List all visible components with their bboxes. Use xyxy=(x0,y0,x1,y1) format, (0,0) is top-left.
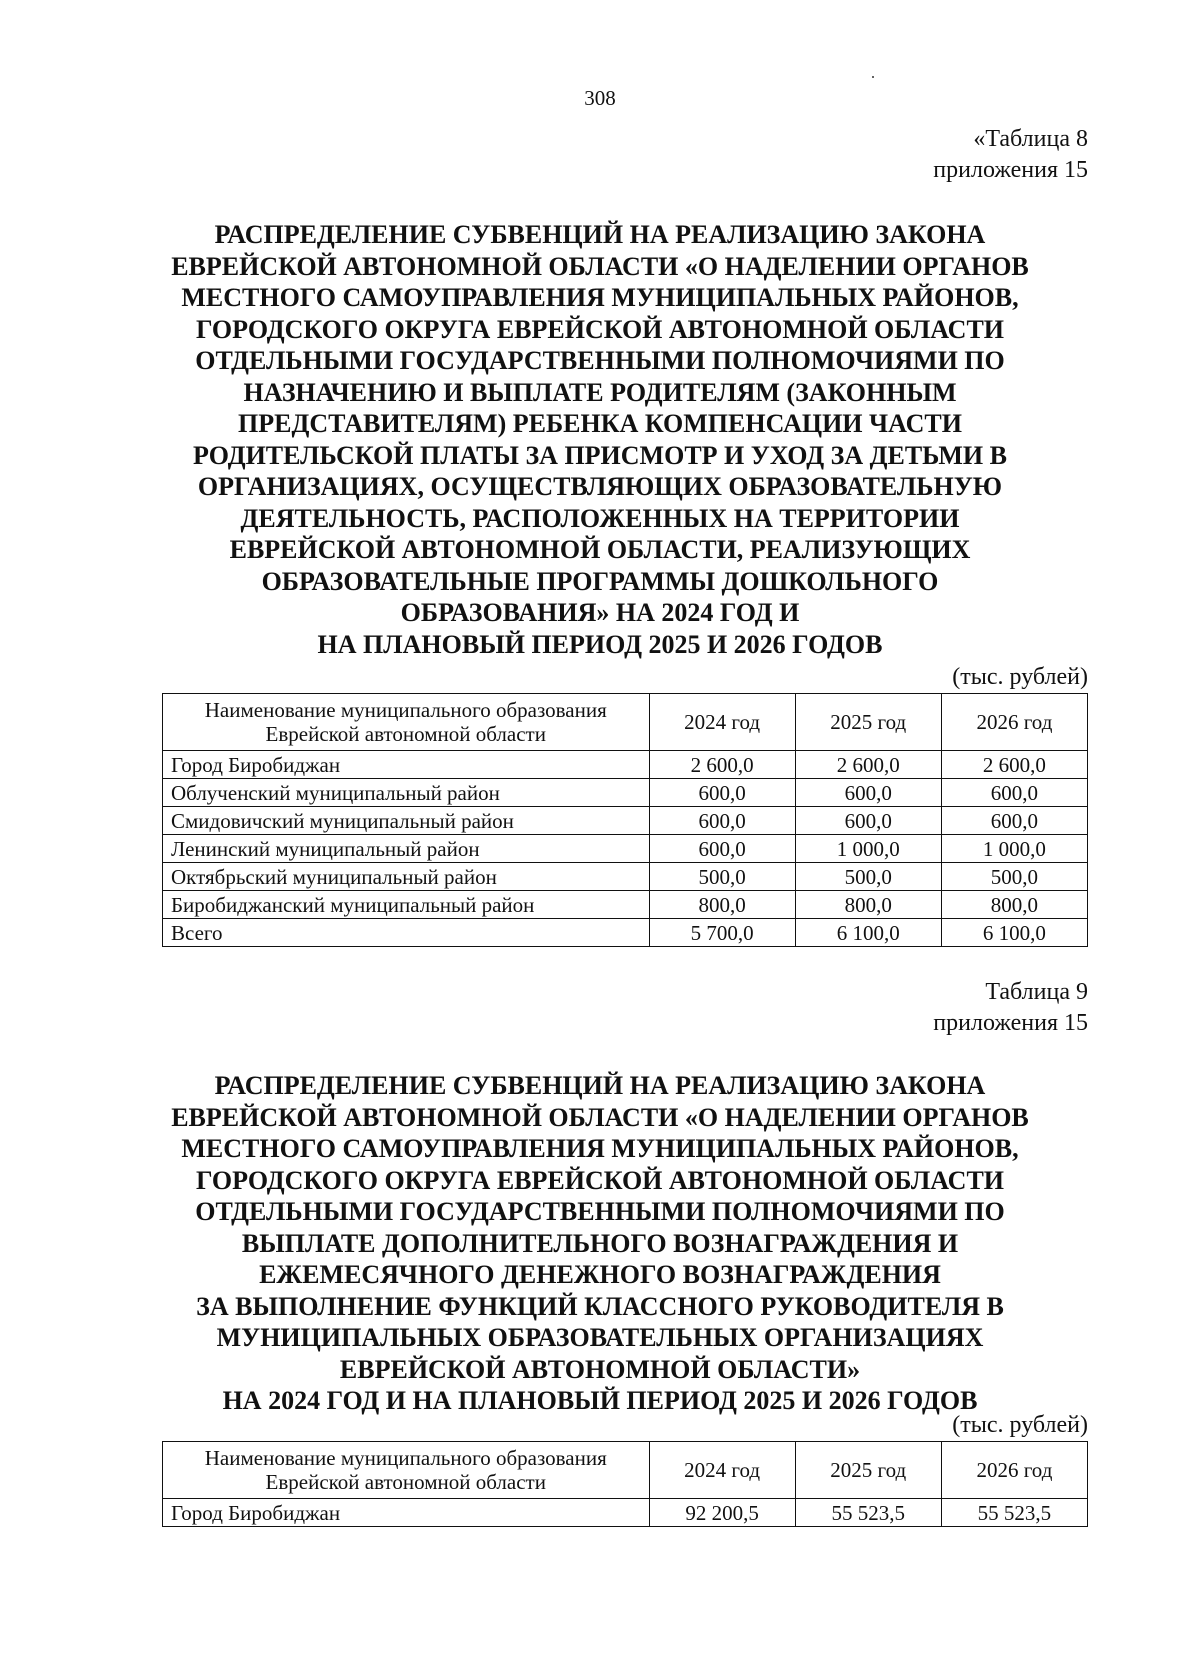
table-9-title xyxy=(120,1070,1080,1417)
table-9-units: (тыс. рублей) xyxy=(952,1412,1088,1438)
title-line: ПРЕДСТАВИТЕЛЯМ) РЕБЕНКА КОМПЕНСАЦИИ ЧАСТИ xyxy=(238,409,962,438)
page-number: 308 xyxy=(584,86,616,110)
column-header-municipality: Наименование муниципального образования Еврейской автономной области xyxy=(163,694,650,751)
table-8-ref-line-2: приложения 15 xyxy=(933,157,1088,183)
column-header-2025: 2025 год xyxy=(795,694,941,751)
title-line: ВЫПЛАТЕ ДОПОЛНИТЕЛЬНОГО ВОЗНАГРАЖДЕНИЯ И xyxy=(241,1228,959,1258)
title-line: ЕЖЕМЕСЯЧНОГО ДЕНЕЖНОГО ВОЗНАГРАЖДЕНИЯ xyxy=(259,1260,941,1289)
cell-municipality: Город Биробиджан xyxy=(163,751,650,779)
cell-2026: 500,0 xyxy=(941,863,1087,891)
title-line: ГОРОДСКОГО ОКРУГА ЕВРЕЙСКОЙ АВТОНОМНОЙ ОБЛАСТИ xyxy=(195,1165,1005,1195)
table-8-units: (тыс. рублей) xyxy=(952,664,1088,690)
table-8-ref-line-1: «Таблица 8 xyxy=(973,126,1088,152)
table-8-reference xyxy=(933,124,1088,186)
title-line: ЗА ВЫПОЛНЕНИЕ ФУНКЦИЙ КЛАССНОГО РУКОВОДИТЕЛЯ В xyxy=(196,1291,1004,1321)
title-line: ДЕЯТЕЛЬНОСТЬ, РАСПОЛОЖЕННЫХ НА ТЕРРИТОРИИ xyxy=(240,503,960,533)
title-line: НАЗНАЧЕНИЮ И ВЫПЛАТЕ РОДИТЕЛЯМ (ЗАКОННЫМ xyxy=(243,377,957,407)
cell-2025: 600,0 xyxy=(795,779,941,807)
title-line: ЕВРЕЙСКОЙ АВТОНОМНОЙ ОБЛАСТИ «О НАДЕЛЕНИИ ОРГАНОВ xyxy=(171,1102,1029,1132)
table-9-reference xyxy=(933,977,1088,1039)
cell-2025: 600,0 xyxy=(795,807,941,835)
column-header-2025: 2025 год xyxy=(795,1442,941,1499)
table-row xyxy=(163,1499,1088,1527)
scan-speck xyxy=(872,76,874,78)
title-line: МУНИЦИПАЛЬНЫХ ОБРАЗОВАТЕЛЬНЫХ ОРГАНИЗАЦИЯХ xyxy=(216,1323,984,1352)
cell-municipality: Облученский муниципальный район xyxy=(163,779,650,807)
title-line: ОБРАЗОВАНИЯ» НА 2024 ГОД И xyxy=(400,598,800,627)
table-total-row xyxy=(163,919,1088,947)
title-line: ОБРАЗОВАТЕЛЬНЫЕ ПРОГРАММЫ ДОШКОЛЬНОГО xyxy=(261,566,939,596)
table-row xyxy=(163,807,1088,835)
cell-2025: 800,0 xyxy=(795,891,941,919)
title-line: ОТДЕЛЬНЫМИ ГОСУДАРСТВЕННЫМИ ПОЛНОМОЧИЯМИ ПО xyxy=(195,1197,1005,1226)
cell-2026: 6 100,0 xyxy=(941,919,1087,947)
cell-2025: 6 100,0 xyxy=(795,919,941,947)
table-9-ref-line-2: приложения 15 xyxy=(933,1010,1088,1036)
cell-2024: 600,0 xyxy=(649,779,795,807)
cell-2025: 500,0 xyxy=(795,863,941,891)
column-header-2024: 2024 год xyxy=(649,1442,795,1499)
title-line: ОРГАНИЗАЦИЯХ, ОСУЩЕСТВЛЯЮЩИХ ОБРАЗОВАТЕЛЬНУЮ xyxy=(197,472,1003,501)
table-row xyxy=(163,779,1088,807)
cell-2025: 1 000,0 xyxy=(795,835,941,863)
table-row xyxy=(163,835,1088,863)
title-line: НА ПЛАНОВЫЙ ПЕРИОД 2025 И 2026 ГОДОВ xyxy=(317,629,883,659)
cell-2026: 55 523,5 xyxy=(941,1499,1087,1527)
cell-municipality: Всего xyxy=(163,919,650,947)
cell-2024: 600,0 xyxy=(649,807,795,835)
table-row xyxy=(163,751,1088,779)
cell-2026: 600,0 xyxy=(941,779,1087,807)
cell-2024: 92 200,5 xyxy=(649,1499,795,1527)
cell-municipality: Смидовичский муниципальный район xyxy=(163,807,650,835)
table-header-row xyxy=(163,694,1088,751)
cell-2024: 500,0 xyxy=(649,863,795,891)
title-line: ЕВРЕЙСКОЙ АВТОНОМНОЙ ОБЛАСТИ, РЕАЛИЗУЮЩИХ xyxy=(229,535,971,564)
table-8 xyxy=(162,693,1088,947)
column-header-2026: 2026 год xyxy=(941,1442,1087,1499)
title-line: РОДИТЕЛЬСКОЙ ПЛАТЫ ЗА ПРИСМОТР И УХОД ЗА ДЕТЬМИ В xyxy=(193,440,1007,470)
cell-2024: 5 700,0 xyxy=(649,919,795,947)
cell-2024: 2 600,0 xyxy=(649,751,795,779)
cell-2026: 1 000,0 xyxy=(941,835,1087,863)
column-header-2024: 2024 год xyxy=(649,694,795,751)
cell-2026: 2 600,0 xyxy=(941,751,1087,779)
table-9 xyxy=(162,1441,1088,1527)
table-9-ref-line-1: Таблица 9 xyxy=(985,979,1088,1005)
title-line: ГОРОДСКОГО ОКРУГА ЕВРЕЙСКОЙ АВТОНОМНОЙ ОБЛАСТИ xyxy=(195,314,1005,344)
title-line: МЕСТНОГО САМОУПРАВЛЕНИЯ МУНИЦИПАЛЬНЫХ РАЙОНОВ, xyxy=(181,1134,1019,1163)
cell-2024: 600,0 xyxy=(649,835,795,863)
column-header-2026: 2026 год xyxy=(941,694,1087,751)
table-8-title xyxy=(120,219,1080,660)
cell-municipality: Ленинский муниципальный район xyxy=(163,835,650,863)
cell-municipality: Октябрьский муниципальный район xyxy=(163,863,650,891)
title-line: РАСПРЕДЕЛЕНИЕ СУБВЕНЦИЙ НА РЕАЛИЗАЦИЮ ЗАКОНА xyxy=(214,220,986,249)
title-line: МЕСТНОГО САМОУПРАВЛЕНИЯ МУНИЦИПАЛЬНЫХ РАЙОНОВ, xyxy=(181,283,1019,312)
title-line: ЕВРЕЙСКОЙ АВТОНОМНОЙ ОБЛАСТИ «О НАДЕЛЕНИИ ОРГАНОВ xyxy=(171,251,1029,281)
table-row xyxy=(163,863,1088,891)
table-row xyxy=(163,891,1088,919)
cell-2025: 2 600,0 xyxy=(795,751,941,779)
cell-municipality: Город Биробиджан xyxy=(163,1499,650,1527)
title-line: РАСПРЕДЕЛЕНИЕ СУБВЕНЦИЙ НА РЕАЛИЗАЦИЮ ЗАКОНА xyxy=(214,1071,986,1100)
cell-2026: 800,0 xyxy=(941,891,1087,919)
cell-2025: 55 523,5 xyxy=(795,1499,941,1527)
column-header-municipality: Наименование муниципального образования Еврейской автономной области xyxy=(163,1442,650,1499)
title-line: НА 2024 ГОД И НА ПЛАНОВЫЙ ПЕРИОД 2025 И 2026 ГОДОВ xyxy=(222,1386,978,1415)
title-line: ЕВРЕЙСКОЙ АВТОНОМНОЙ ОБЛАСТИ» xyxy=(339,1354,861,1384)
cell-2024: 800,0 xyxy=(649,891,795,919)
table-header-row xyxy=(163,1442,1088,1499)
title-line: ОТДЕЛЬНЫМИ ГОСУДАРСТВЕННЫМИ ПОЛНОМОЧИЯМИ ПО xyxy=(195,346,1005,375)
cell-2026: 600,0 xyxy=(941,807,1087,835)
cell-municipality: Биробиджанский муниципальный район xyxy=(163,891,650,919)
